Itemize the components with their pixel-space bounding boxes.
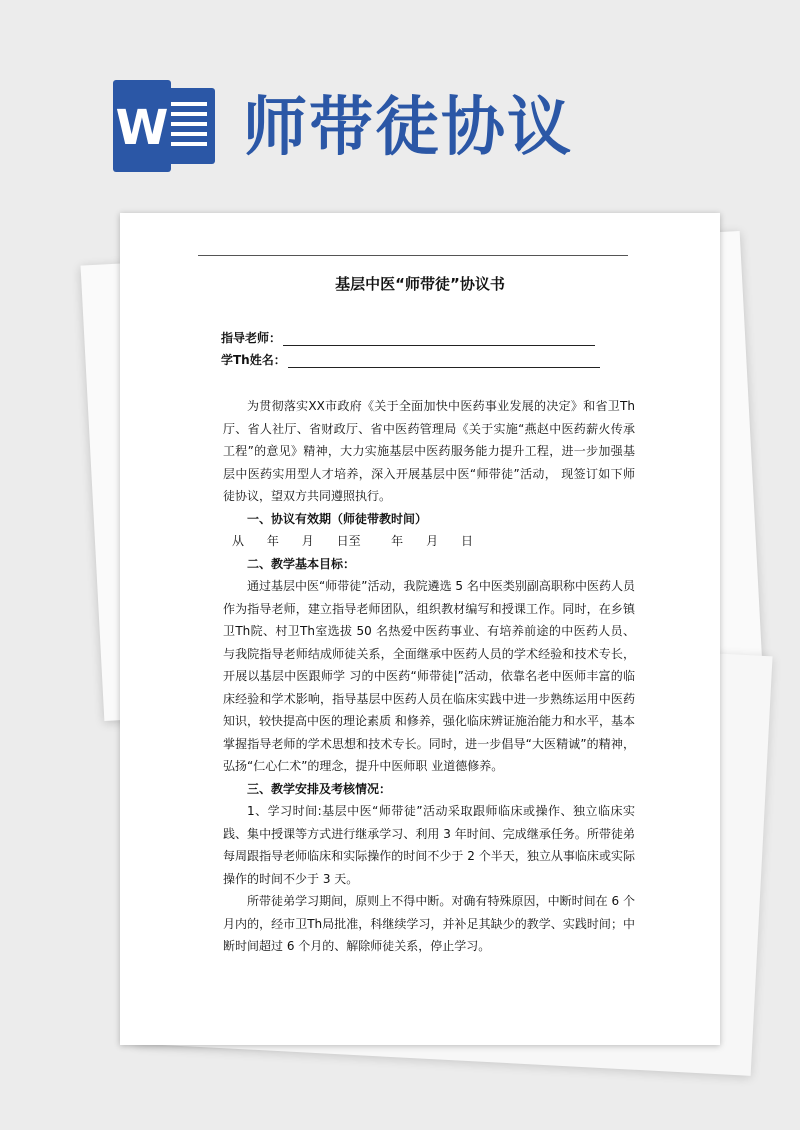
paragraph: 所带徒弟学习期间，原则上不得中断。对确有特殊原因，中断时间在 6 个月内的，经市卫Th局批准，科继续学习，并补足其缺少的教学、实践时间；中断时间超过 6 个月的、解除师徒关系，停止学习。 — [223, 894, 635, 953]
paragraph: 为贯彻落实XX市政府《关于全面加快中医药事业发展的决定》和省卫Th厅、省人社厅、省财政厅、省中医药管理局《关于实施“燕赵中医药薪火传承工程”的意见》精神，大力实施基层中医药服务能力提升工程，进一步加强基层中医药实用型人才培养，深入开展基层中医“师带徒”活动， 现签订如下师徒协议，望双方共同遵照执行。 — [223, 399, 635, 503]
paragraph: 1、学习时间:基层中医“师带徒”活动采取跟师临床或操作、独立临床实践、集中授课等方式进行继承学习、利用 3 年时间、完成继承任务。所带徒弟每周跟指导老师临床和实际操作的时间不少于 2 个半天，独立从事临床或实际操作的时间不少于 3 天。 — [223, 804, 635, 886]
date-range-line: 从 年 月 日至 年 月 日 — [232, 534, 473, 548]
field-student — [221, 351, 600, 368]
paragraph: 通过基层中医“师带徒”活动，我院遴选 5 名中医类别副高职称中医药人员作为指导老师，建立指导老师团队，组织教材编写和授课工作。同时，在乡镇卫Th院、村卫Th室选拔 50 名热爱中医药事业、有培养前途的中医药人员、与我院指导老师结成师徒关系，全面继承中医药人员的学术经验和技术专长，开展以基层中医跟师学 习的中医药“师带徒|”活动，依靠名老中医师丰富的临床经验和学术影响，指导基层中医药人员在临床实践中进一步熟练运用中医药知识，较快提高中医的理论素质 和修养，强化临床辨证施治能力和水平，基本掌握指导老师的学术思想和技术专长。同时，进一步倡导“大医精诚”的精神，弘扬“仁心仁术”的理念，提升中医师职 业道德修养。 — [223, 579, 635, 773]
section-heading: 三、教学安排及考核情况： — [247, 781, 392, 796]
word-icon — [113, 80, 218, 172]
document-title: 基层中医“师带徒”协议书 — [335, 275, 505, 293]
field-teacher — [221, 329, 595, 346]
field-label: 学Th姓名： — [221, 353, 286, 367]
document-page — [120, 213, 720, 1045]
document-body — [223, 395, 635, 958]
header — [0, 0, 800, 200]
field-label: 指导老师： — [221, 331, 282, 345]
fill-line — [288, 354, 600, 368]
header-rule — [198, 255, 628, 256]
section-heading: 一、协议有效期（师徒带教时间） — [247, 511, 428, 526]
word-logo-letter: W — [115, 100, 169, 156]
fill-line — [283, 332, 595, 346]
banner-title: 师带徒协议 — [243, 90, 573, 165]
section-heading: 二、教学基本目标： — [247, 556, 356, 571]
